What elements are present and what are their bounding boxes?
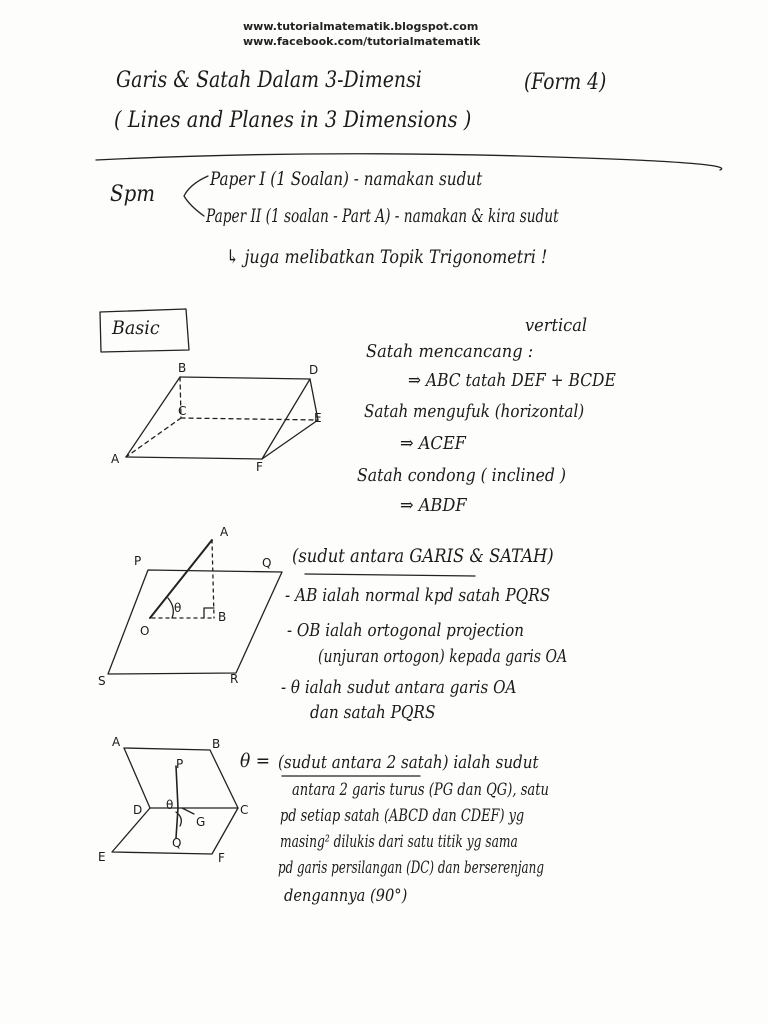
blog-url[interactable]: www.tutorialmatematik.blogspot.com bbox=[243, 20, 479, 33]
pp-label-g: G bbox=[196, 815, 206, 829]
lp-label-p: P bbox=[134, 554, 142, 568]
title-form: (Form 4) bbox=[524, 70, 607, 95]
pp-label-b: B bbox=[212, 737, 221, 751]
inclined-plane: Satah condong ( inclined ) bbox=[357, 465, 567, 486]
plane-plane-prefix: θ = bbox=[240, 750, 271, 772]
facebook-url[interactable]: www.facebook.com/tutorialmatematik bbox=[243, 35, 481, 48]
pp-label-f: F bbox=[218, 851, 225, 865]
pp-label-c: C bbox=[240, 803, 249, 817]
title-line-1: Garis & Satah Dalam 3-Dimensi bbox=[116, 68, 422, 93]
vertical-note: vertical bbox=[525, 315, 588, 336]
pp-label-q: Q bbox=[172, 836, 182, 850]
lp-label-r: R bbox=[230, 672, 239, 686]
prism-label-c: C bbox=[178, 404, 187, 418]
pp-label-d: D bbox=[133, 803, 143, 817]
lp-label-o: O bbox=[140, 624, 150, 638]
spm-brace bbox=[184, 176, 208, 216]
plane-plane-line-5: pd garis persilangan (DC) dan berserenjang bbox=[278, 858, 544, 878]
pp-label-p: P bbox=[176, 757, 184, 771]
lp-label-a: A bbox=[220, 525, 229, 539]
vertical-examples: ⇒ ABC tatah DEF + BCDE bbox=[408, 370, 616, 391]
line-plane-point-3a: - θ ialah sudut antara garis OA bbox=[281, 677, 517, 698]
prism-label-a: A bbox=[111, 452, 120, 466]
prism-label-e: E bbox=[314, 411, 322, 425]
plane-plane-line-2: antara 2 garis turus (PG dan QG), satu bbox=[292, 780, 549, 800]
horizontal-plane: Satah mengufuk (horizontal) bbox=[364, 401, 585, 422]
figure-prism bbox=[126, 377, 318, 459]
pp-label-theta: θ bbox=[166, 798, 174, 812]
spm-paper-1: Paper I (1 Soalan) - namakan sudut bbox=[210, 168, 483, 190]
pp-label-a: A bbox=[112, 735, 121, 749]
line-plane-point-3b: dan satah PQRS bbox=[310, 702, 436, 723]
spm-label: Spm bbox=[110, 182, 156, 207]
line-plane-point-2a: - OB ialah ortogonal projection bbox=[287, 620, 525, 641]
line-plane-heading: (sudut antara GARIS & SATAH) bbox=[292, 545, 554, 567]
lp-label-b: B bbox=[218, 610, 227, 624]
prism-label-f: F bbox=[256, 460, 263, 474]
prism-label-d: D bbox=[309, 363, 319, 377]
vertical-plane: Satah mencancang : bbox=[366, 341, 534, 362]
horizontal-examples: ⇒ ACEF bbox=[400, 433, 466, 454]
spm-note: ↳ juga melibatkan Topik Trigonometri ! bbox=[226, 246, 548, 268]
plane-plane-line-3: pd setiap satah (ABCD dan CDEF) yg bbox=[280, 806, 525, 826]
line-plane-point-1: - AB ialah normal kpd satah PQRS bbox=[285, 585, 551, 606]
lp-label-theta: θ bbox=[174, 601, 182, 615]
title-underline bbox=[96, 154, 722, 170]
pp-label-e: E bbox=[98, 850, 106, 864]
basic-box bbox=[100, 309, 189, 352]
spm-paper-2: Paper II (1 soalan - Part A) - namakan & kira sudut bbox=[206, 205, 559, 227]
basic-label: Basic bbox=[112, 317, 160, 339]
lp-label-s: S bbox=[98, 674, 106, 688]
plane-plane-line-4: masing² dilukis dari satu titik yg sama bbox=[280, 832, 518, 852]
lp-label-q: Q bbox=[262, 556, 272, 570]
line-plane-point-2b: (unjuran ortogon) kepada garis OA bbox=[318, 646, 568, 667]
line-plane-heading-underline bbox=[305, 574, 475, 576]
plane-plane-line-1: (sudut antara 2 satah) ialah sudut bbox=[278, 752, 539, 773]
title-line-2: ( Lines and Planes in 3 Dimensions ) bbox=[114, 108, 472, 133]
plane-plane-line-6: dengannya (90°) bbox=[284, 886, 408, 906]
prism-label-b: B bbox=[178, 361, 187, 375]
inclined-examples: ⇒ ABDF bbox=[400, 495, 467, 516]
